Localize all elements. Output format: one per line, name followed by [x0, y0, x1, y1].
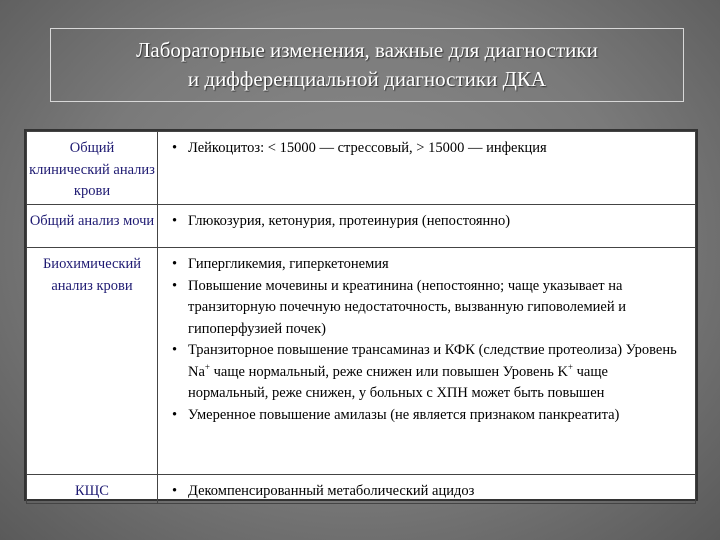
potassium-charge: + — [567, 361, 573, 372]
sodium-charge: + — [204, 361, 210, 372]
row-content-urinalysis — [158, 205, 696, 248]
row-content-biochemistry — [158, 248, 696, 475]
row-label-biochemistry: Биохимический анализ крови — [27, 248, 158, 475]
row-label-urinalysis: Общий анализ мочи — [27, 205, 158, 248]
list-item — [172, 340, 685, 405]
lab-changes-table — [24, 129, 698, 501]
list-item: • Гипергликемия, гиперкетонемия — [172, 254, 685, 276]
list-item: • Лейкоцитоз: < 15000 — стрессовый, > 15000 — инфекция — [172, 138, 685, 160]
electrolytes-text-3: чаще нормальный, реже снижен, у больных с ХПН может быть повышен — [188, 363, 608, 401]
row-label-acid-base: КЩС — [27, 475, 158, 504]
row-label-cbc: Общий клинический анализ крови — [27, 132, 158, 205]
row-content-acid-base — [158, 475, 696, 504]
list-item: • Повышение мочевины и креатинина (непостоянно; чаще указывает на транзиторную почечную недостаточность, вызванную гиповолемией и гипоперфузией почек) — [172, 276, 685, 341]
page-title-line-1: Лабораторные изменения, важные для диагностики — [136, 38, 598, 62]
title-frame — [50, 28, 684, 102]
electrolytes-text-1: Транзиторное повышение трансаминаз и КФК (следствие протеолиза) Уровень Na — [188, 342, 677, 380]
list-item: • Умеренное повышение амилазы (не является признаком панкреатита) — [172, 405, 685, 427]
list-item: • Декомпенсированный метаболический ацидоз — [172, 481, 685, 503]
page-title-line-2: и дифференциальной диагностики ДКА — [187, 67, 547, 91]
electrolytes-text-2: чаще нормальный, реже снижен или повышен Уровень K — [210, 363, 568, 380]
table-row — [27, 475, 696, 504]
table-row — [27, 132, 696, 205]
row-content-cbc — [158, 132, 696, 205]
table-row — [27, 205, 696, 248]
table-row — [27, 248, 696, 475]
list-item: • Глюкозурия, кетонурия, протеинурия (непостоянно) — [172, 211, 685, 233]
